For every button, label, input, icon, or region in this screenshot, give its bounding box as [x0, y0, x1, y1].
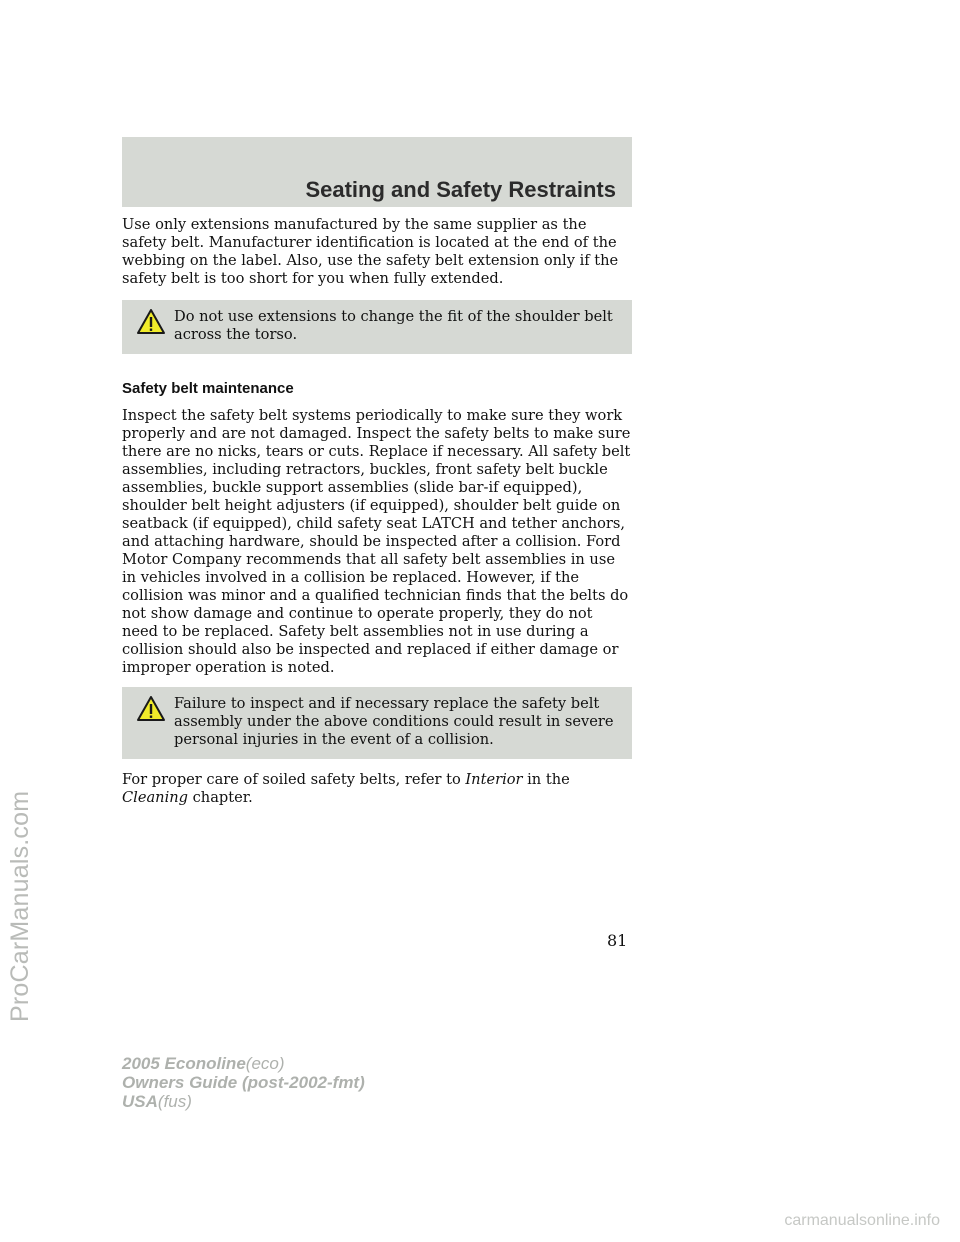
- page-number: 81: [607, 931, 628, 950]
- intro-paragraph: Use only extensions manufactured by the same supplier as the safety belt. Manufacturer identification is located at the end of the webbing on the label. Also, use the safety belt extension only if the safety belt is too short for you when fully extended.: [122, 216, 619, 287]
- warning-triangle-icon: [136, 695, 166, 722]
- interior-reference: Interior: [465, 771, 523, 788]
- header-bar: [122, 137, 632, 207]
- footer-guide: Owners Guide (post-2002-fmt): [122, 1073, 365, 1092]
- warning-text: Do not use extensions to change the fit of the shoulder belt across the torso.: [174, 308, 613, 343]
- care-paragraph: [122, 771, 632, 807]
- care-text: in the: [522, 771, 570, 788]
- footer-code: (fus): [157, 1092, 192, 1111]
- care-text: For proper care of soiled safety belts, refer to: [122, 771, 466, 788]
- warning-text: Failure to inspect and if necessary replace the safety belt: [174, 695, 600, 712]
- page-title: Seating and Safety Restraints: [305, 177, 616, 202]
- side-watermark: ProCarManuals.com: [6, 790, 34, 1022]
- cleaning-reference: Cleaning: [122, 789, 188, 806]
- warning-text-continued: assembly under the above conditions could result in severe personal injuries in the event of a collision.: [174, 713, 614, 748]
- section-heading: Safety belt maintenance: [122, 380, 294, 397]
- warning-box: [122, 300, 632, 354]
- maintenance-paragraph: Inspect the safety belt systems periodically to make sure they work properly and are not damaged. Inspect the safety belts to make sure there are no nicks, tears or cuts. Replace if necessary. All safety belt assemblies, including retractors, buckles, front safety belt buckle assemblies, buckle support assemblies (slide bar-if equipped), shoulder belt height adjusters (if equipped), shoulder belt guide on seatback (if equipped), child safety seat LATCH and tether anchors, and attaching hardware, should be inspected after a collision. Ford Motor Company recommends that all safety belt assemblies in use in vehicles involved in a collision be replaced. However, if the collision was minor and a qualified technician finds that the belts do not show damage and continue to operate properly, they do not need to be replaced. Safety belt assemblies not in use during a collision should also be inspected and replaced if either damage or improper operation is noted.: [122, 407, 631, 676]
- footer-line: [122, 1073, 365, 1092]
- footer-region: USA: [122, 1092, 158, 1111]
- care-text: chapter.: [187, 789, 253, 806]
- footer: [122, 1054, 365, 1111]
- warning-box: [122, 687, 632, 759]
- warning-triangle-icon: [136, 308, 166, 335]
- bottom-watermark: carmanualsonline.info: [784, 1212, 940, 1229]
- footer-model: 2005 Econoline: [122, 1054, 246, 1073]
- footer-line: [122, 1054, 365, 1073]
- footer-line: [122, 1092, 365, 1111]
- footer-code: (eco): [245, 1054, 285, 1073]
- content: [122, 216, 632, 807]
